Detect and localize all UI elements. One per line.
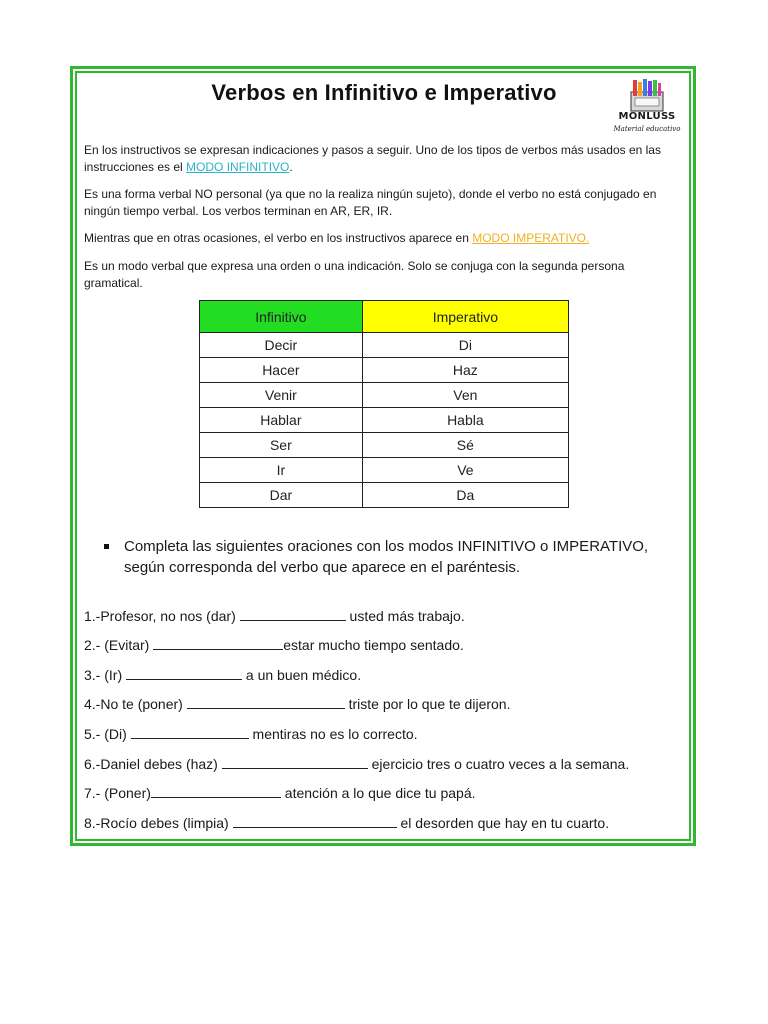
table-cell-imperative: Ven bbox=[362, 383, 568, 408]
table-cell-infinitive: Hablar bbox=[200, 408, 363, 433]
exercise-text: estar mucho tiempo sentado. bbox=[283, 637, 464, 653]
logo bbox=[612, 78, 682, 140]
table-row bbox=[200, 483, 569, 508]
exercise-text: ejercicio tres o cuatro veces a la semana. bbox=[367, 756, 630, 772]
table-cell-infinitive: Decir bbox=[200, 333, 363, 358]
answer-blank[interactable] bbox=[233, 815, 397, 828]
exercise-text: 5.- (Di) bbox=[84, 726, 131, 742]
answer-blank[interactable] bbox=[131, 726, 249, 739]
table-row bbox=[200, 333, 569, 358]
exercise-6 bbox=[84, 755, 684, 773]
table-cell-infinitive: Dar bbox=[200, 483, 363, 508]
answer-blank[interactable] bbox=[153, 637, 283, 650]
exercise-text: triste por lo que te dijeron. bbox=[344, 696, 511, 712]
exercise-8 bbox=[84, 814, 684, 832]
table-row bbox=[200, 408, 569, 433]
exercise-text: 1.-Profesor, no nos (dar) bbox=[84, 608, 240, 624]
exercise-text: mentiras no es lo correcto. bbox=[248, 726, 418, 742]
exercise-7 bbox=[84, 784, 684, 802]
table-cell-infinitive: Venir bbox=[200, 383, 363, 408]
intro-paragraph-1 bbox=[84, 142, 684, 176]
table-cell-imperative: Sé bbox=[362, 433, 568, 458]
table-cell-infinitive: Hacer bbox=[200, 358, 363, 383]
instruction bbox=[104, 536, 684, 578]
exercise-text: a un buen médico. bbox=[242, 667, 362, 683]
exercise-text: 3.- (Ir) bbox=[84, 667, 126, 683]
exercise-text: 4.-No te (poner) bbox=[84, 696, 187, 712]
exercise-text: usted más trabajo. bbox=[345, 608, 465, 624]
table-cell-imperative: Di bbox=[362, 333, 568, 358]
exercise-1 bbox=[84, 607, 684, 625]
intro-text: Mientras que en otras ocasiones, el verbo en los instructivos aparece en bbox=[84, 231, 473, 245]
verb-table bbox=[199, 300, 569, 508]
exercise-2 bbox=[84, 636, 684, 654]
instruction-text: Completa las siguientes oraciones con los modos INFINITIVO o IMPERATIVO, según corresponda del verbo que aparece en el paréntesis. bbox=[124, 538, 649, 576]
table-cell-imperative: Habla bbox=[362, 408, 568, 433]
exercise-text: el desorden que hay en tu cuarto. bbox=[396, 815, 610, 831]
bullet-icon bbox=[104, 544, 109, 549]
logo-name: MONLUSS bbox=[618, 111, 676, 122]
exercise-4 bbox=[84, 695, 684, 713]
intro-text-end: . bbox=[289, 160, 293, 174]
table-cell-imperative: Haz bbox=[362, 358, 568, 383]
answer-blank[interactable] bbox=[222, 756, 368, 769]
table-header-row bbox=[200, 301, 569, 333]
table-cell-infinitive: Ir bbox=[200, 458, 363, 483]
answer-blank[interactable] bbox=[126, 667, 242, 680]
intro-paragraph-4: Es un modo verbal que expresa una orden o una indicación. Solo se conjuga con la segunda persona gramatical. bbox=[84, 259, 625, 290]
answer-blank[interactable] bbox=[240, 608, 346, 621]
intro-paragraph-2: Es una forma verbal NO personal (ya que no la realiza ningún sujeto), donde el verbo no está conjugado en ningún tiempo verbal. Los verbos terminan en AR, ER, IR. bbox=[84, 187, 657, 218]
exercise-text: 2.- (Evitar) bbox=[84, 637, 154, 653]
table-row bbox=[200, 358, 569, 383]
table-row bbox=[200, 383, 569, 408]
answer-blank[interactable] bbox=[151, 785, 281, 798]
intro-text: En los instructivos se expresan indicaciones y pasos a seguir. Uno de los tipos de verbos más usados en las instrucciones es el bbox=[84, 143, 661, 174]
table-cell-imperative: Ve bbox=[362, 458, 568, 483]
page-title: Verbos en Infinitivo e Imperativo bbox=[211, 80, 557, 105]
table-cell-infinitive: Ser bbox=[200, 433, 363, 458]
column-header-imperativo: Imperativo bbox=[362, 301, 568, 333]
table-cell-imperative: Da bbox=[362, 483, 568, 508]
exercise-text: atención a lo que dice tu papá. bbox=[280, 785, 476, 801]
modo-infinitivo-link[interactable]: MODO INFINITIVO bbox=[186, 160, 290, 174]
table-row bbox=[200, 433, 569, 458]
table-row bbox=[200, 458, 569, 483]
answer-blank[interactable] bbox=[187, 696, 345, 709]
exercise-3 bbox=[84, 666, 684, 684]
modo-imperativo-link[interactable]: MODO IMPERATIVO. bbox=[472, 231, 590, 245]
exercise-text: 7.- (Poner) bbox=[84, 785, 151, 801]
crayon-box-icon bbox=[629, 78, 665, 112]
exercise-5 bbox=[84, 725, 684, 743]
column-header-infinitivo: Infinitivo bbox=[200, 301, 363, 333]
logo-tagline: Material educativo bbox=[613, 125, 681, 133]
intro-paragraph-3 bbox=[84, 230, 684, 247]
exercise-text: 6.-Daniel debes (haz) bbox=[84, 756, 222, 772]
exercise-text: 8.-Rocío debes (limpia) bbox=[84, 815, 233, 831]
